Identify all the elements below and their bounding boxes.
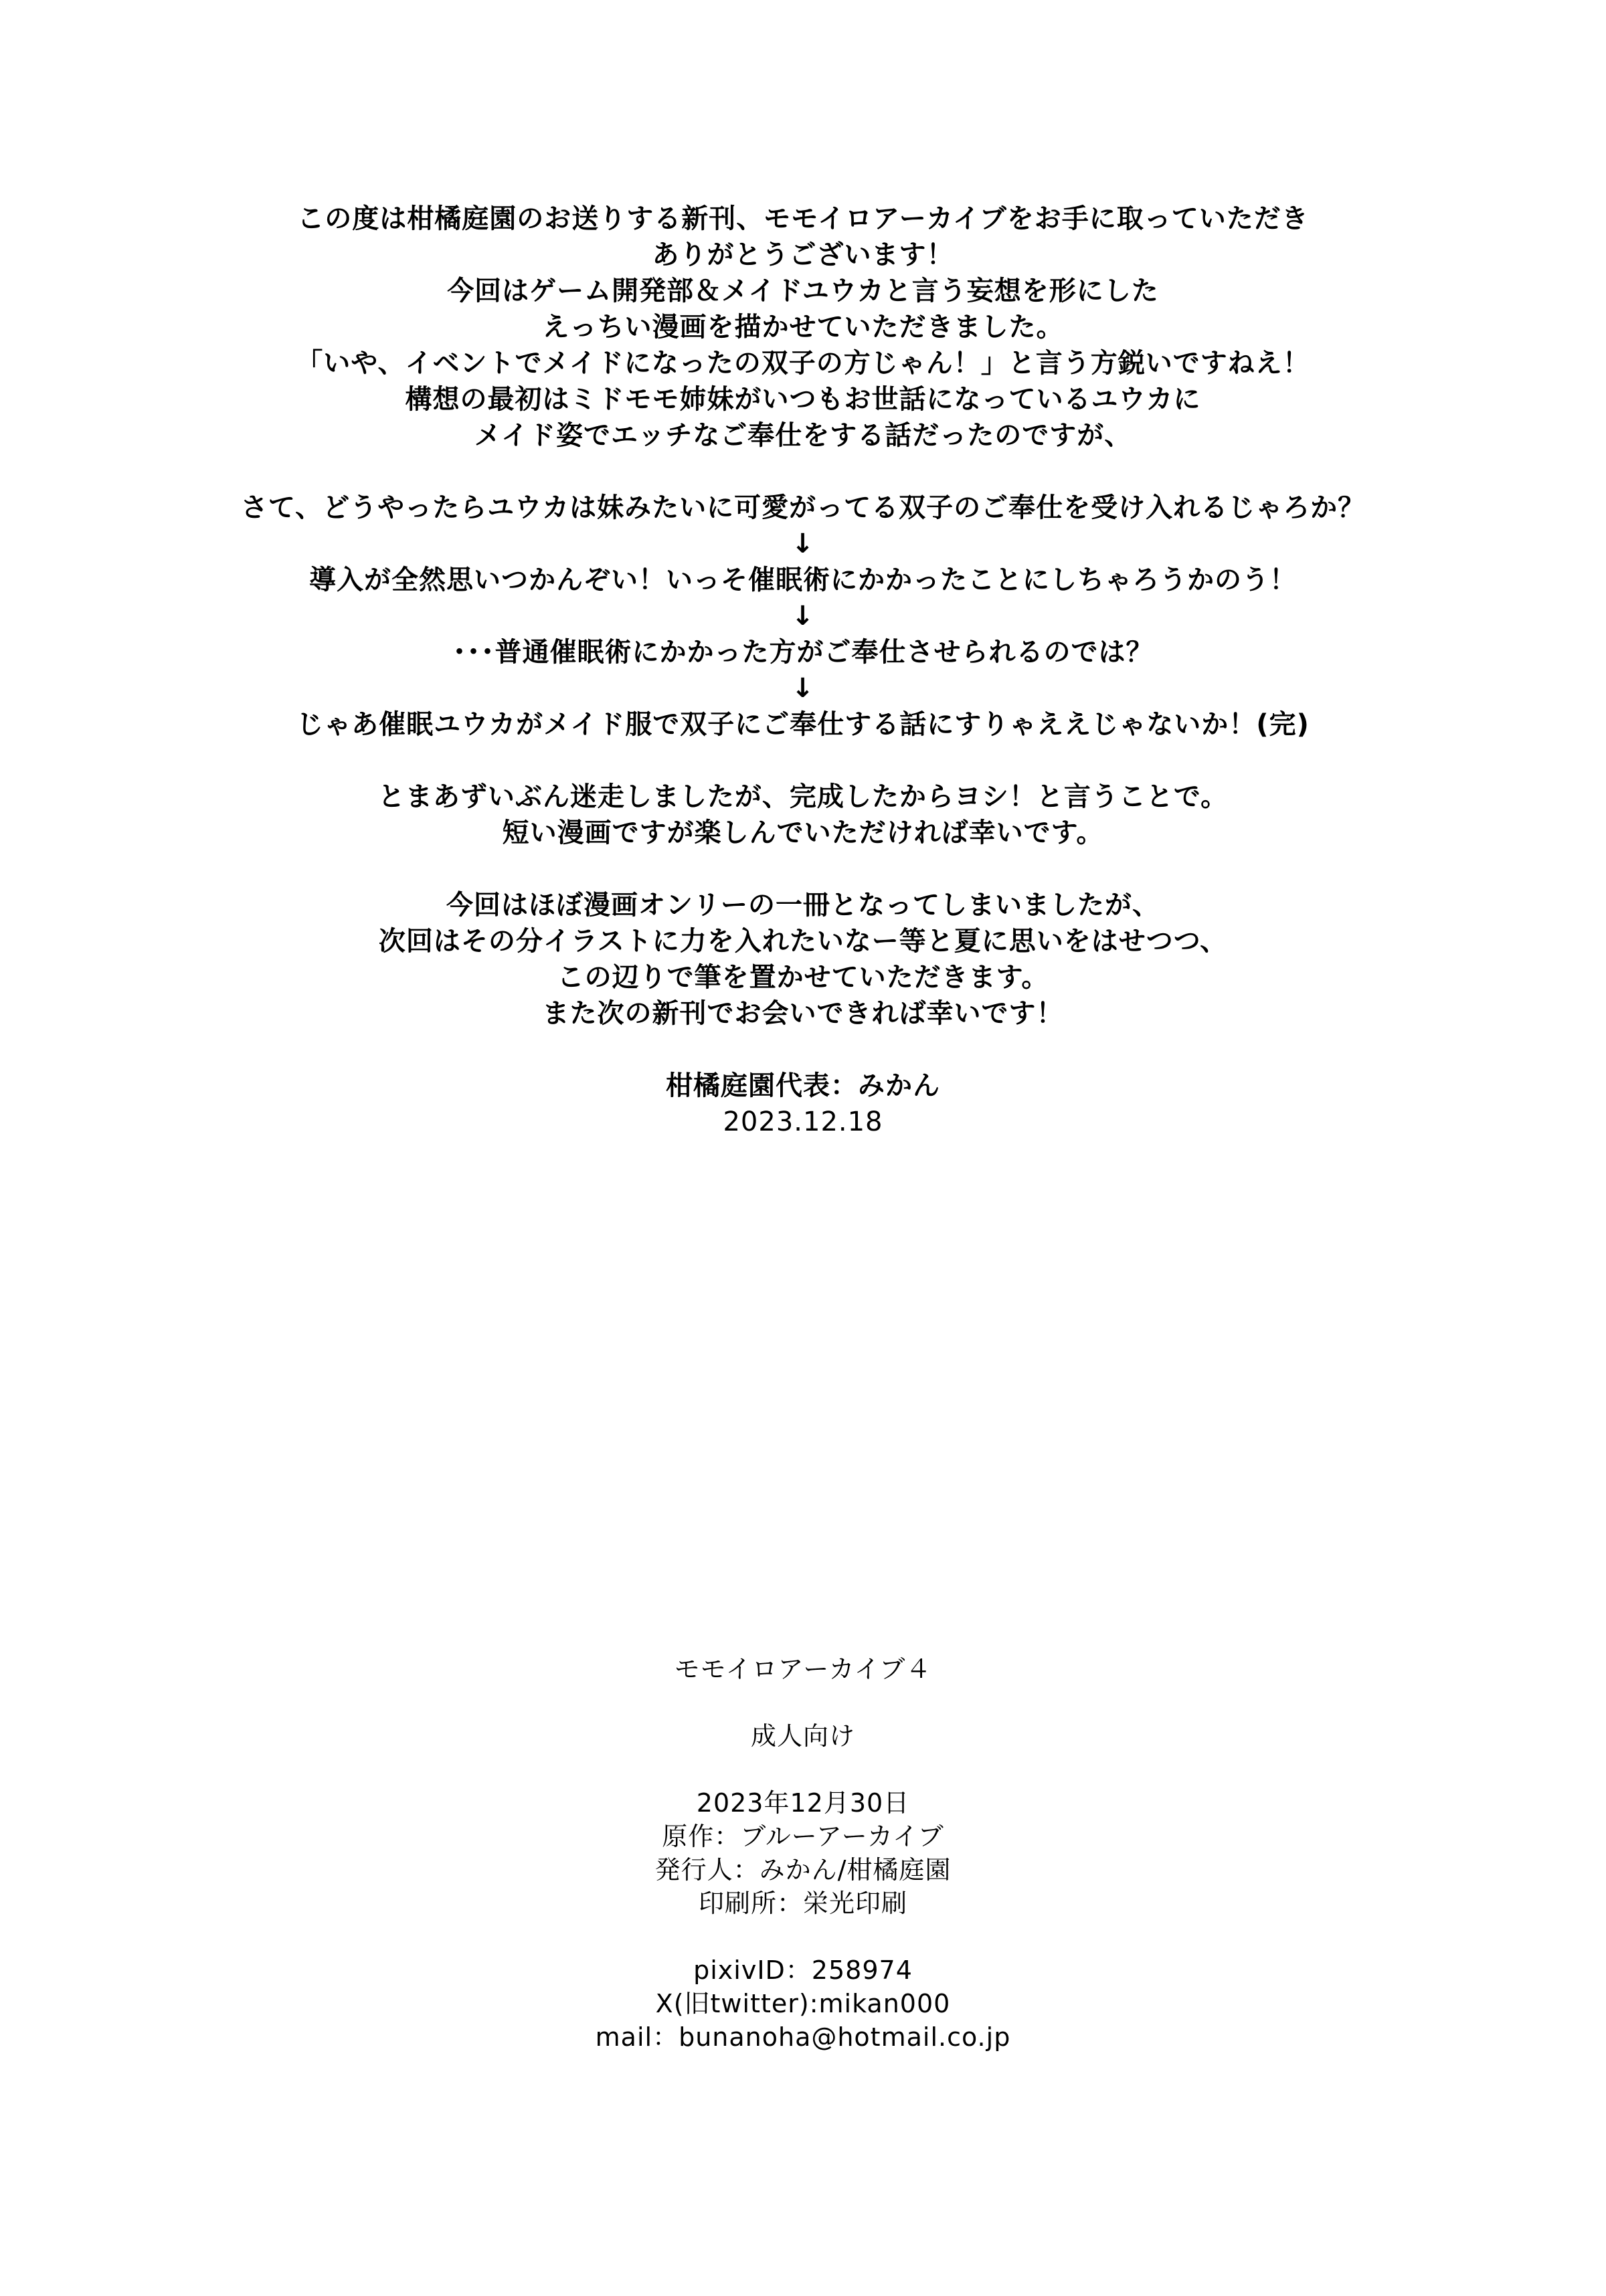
colophon [0, 1652, 1606, 2054]
afterword-line: 今回はゲーム開発部＆メイドユウカと言う妄想を形にした [447, 276, 1159, 306]
author-signature: 柑橘庭園代表：みかん [666, 1070, 940, 1101]
colophon-gap [0, 1686, 1606, 1719]
afterword-date: 2023.12.18 [723, 1107, 883, 1137]
afterword-line: 構想の最初はミドモモ姉妹がいつもお世話になっているユウカに [405, 384, 1201, 415]
pixiv-id: pixivID：258974 [693, 1955, 913, 1985]
afterword-line: じゃあ催眠ユウカがメイド服で双子にご奉仕する話にすりゃええじゃないか！(完) [296, 709, 1310, 740]
afterword [0, 201, 1606, 1140]
colophon-gap [0, 1753, 1606, 1786]
twitter-handle: X(旧twitter):mikan000 [655, 1989, 951, 2018]
afterword-line: 今回はほぼ漫画オンリーの一冊となってしまいましたが、 [446, 890, 1160, 921]
afterword-line: とまあずいぶん迷走しましたが、完成したからヨシ！と言うことで。 [377, 781, 1229, 812]
afterword-line: メイド姿でエッチなご奉仕をする話だったのですが、 [474, 420, 1132, 451]
afterword-line: えっちい漫画を描かせていただきました。 [542, 312, 1064, 343]
afterword-line: 次回はその分イラストに力を入れたいなー等と夏に思いをはせつつ、 [378, 926, 1228, 957]
colophon-gap [0, 1920, 1606, 1953]
book-title: モモイロアーカイブ４ [674, 1654, 932, 1684]
paragraph-gap [0, 454, 1606, 490]
paragraph-gap [0, 851, 1606, 887]
afterword-line: 「いや、イベントでメイドになったの双子の方じゃん！」と言う方鋭いですねえ！ [296, 348, 1310, 379]
original-work: 原作：ブルーアーカイブ [662, 1822, 944, 1851]
publisher: 発行人：みかん/柑橘庭園 [654, 1855, 952, 1885]
afterword-line: ありがとうございます！ [652, 240, 954, 270]
paragraph-gap [0, 743, 1606, 779]
printer: 印刷所：栄光印刷 [698, 1889, 907, 1918]
down-arrow: ↓ [791, 673, 815, 704]
age-rating: 成人向け [750, 1721, 855, 1751]
down-arrow: ↓ [791, 601, 815, 632]
contact-mail: mail：bunanoha@hotmail.co.jp [595, 2022, 1011, 2052]
afterword-line: さて、どうやったらユウカは妹みたいに可愛がってる双子のご奉仕を受け入れるじゃろか？ [240, 492, 1366, 523]
paragraph-gap [0, 1032, 1606, 1068]
afterword-line: この度は柑橘庭園のお送りする新刊、モモイロアーカイブをお手に取っていただき [297, 203, 1309, 234]
down-arrow: ↓ [791, 529, 815, 559]
afterword-line: この辺りで筆を置かせていただきます。 [557, 962, 1049, 993]
afterword-line: また次の新刊でお会いできれば幸いです！ [542, 998, 1064, 1029]
afterword-line: 短い漫画ですが楽しんでいただければ幸いです。 [502, 818, 1104, 848]
publish-date: 2023年12月30日 [696, 1788, 910, 1818]
afterword-line: 導入が全然思いつかんぞい！いっそ催眠術にかかったことにしちゃろうかのう！ [309, 565, 1297, 595]
afterword-line: ･･･普通催眠術にかかった方がご奉仕させられるのでは？ [452, 637, 1154, 668]
